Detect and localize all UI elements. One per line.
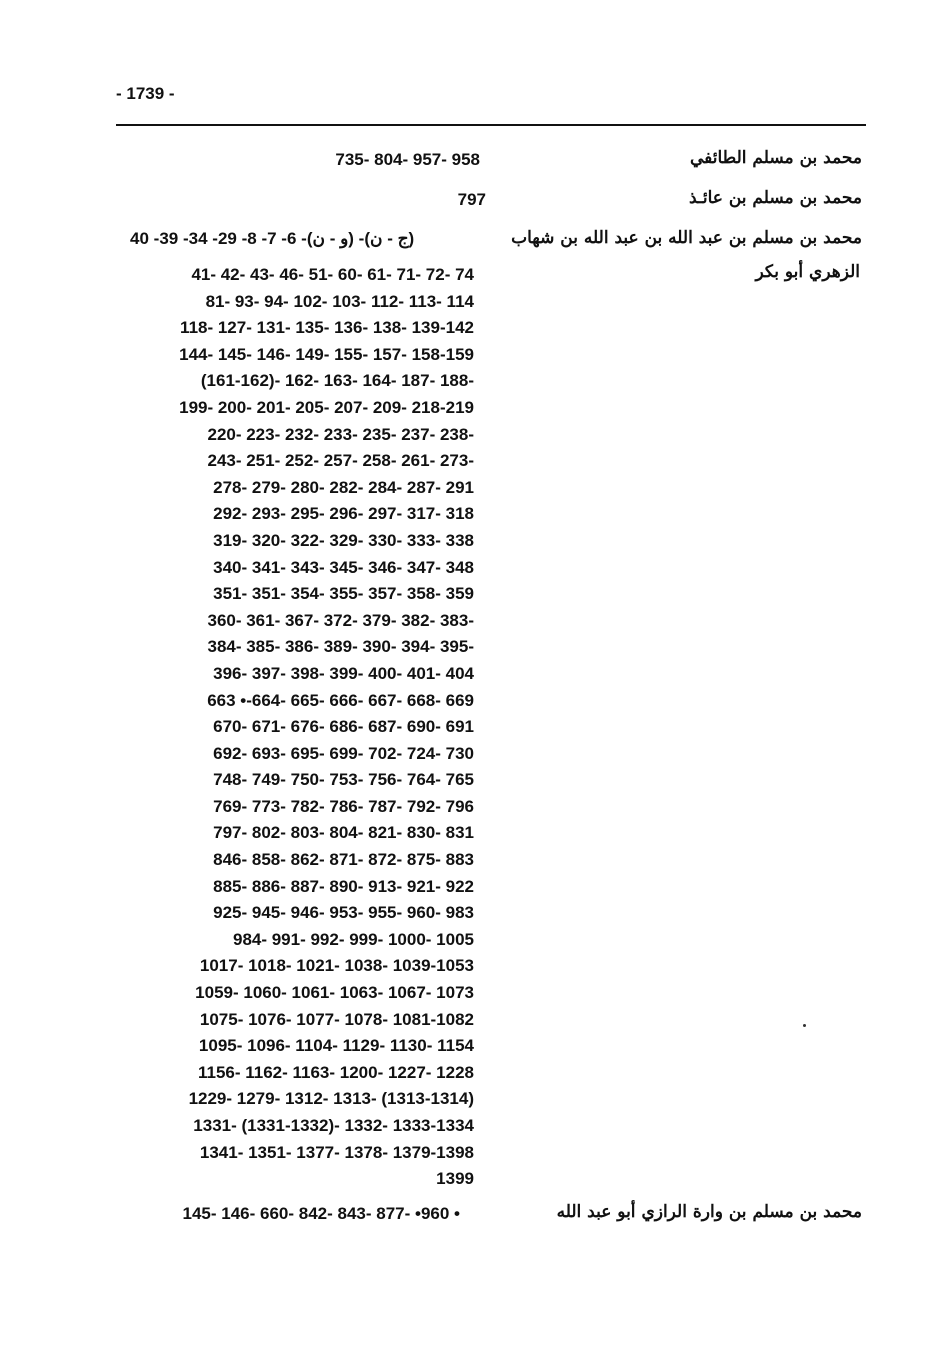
refs-line: 243- 251- 252- 257- 258- 261- 273-: [207, 451, 474, 471]
entry-name: محمد بن مسلم بن عبد الله بن عبد الله بن شهاب: [511, 228, 862, 248]
refs-line: 1399: [436, 1169, 474, 1189]
entry-refs-column: [112, 262, 474, 1193]
refs-line: 199- 200- 201- 205- 207- 209- 218-219: [179, 397, 474, 417]
refs-line: 692- 693- 695- 699- 702- 724- 730: [213, 743, 474, 763]
refs-line: 351- 351- 354- 355- 357- 358- 359: [213, 584, 474, 604]
refs-line: 292- 293- 295- 296- 297- 317- 318: [213, 504, 474, 524]
refs-line: 1229- 1279- 1312- 1313- (1313-1314): [188, 1089, 474, 1109]
refs-line: 925- 945- 946- 953- 955- 960- 983: [213, 903, 474, 923]
refs-line: 41- 42- 43- 46- 51- 60- 61- 71- 72- 74: [191, 265, 474, 284]
refs-line: 319- 320- 322- 329- 330- 333- 338: [213, 530, 474, 550]
refs-line: 144- 145- 146- 149- 155- 157- 158-159: [179, 344, 474, 364]
refs-line: 846- 858- 862- 871- 872- 875- 883: [213, 850, 474, 870]
entry-refs-first-line: (ج - ن)- (و - ن)- 6- 7- 8- 29- 34- 39- 40: [130, 229, 415, 248]
entry-name: محمد بن مسلم بن عائـذ: [688, 188, 862, 208]
refs-line: 1075- 1076- 1077- 1078- 1081-1082: [199, 1009, 474, 1029]
refs-line: 885- 886- 887- 890- 913- 921- 922: [213, 876, 474, 896]
refs-line: 663 •-664- 665- 666- 667- 668- 669: [207, 690, 474, 710]
refs-line: 360- 361- 367- 372- 379- 382- 383-: [207, 610, 474, 630]
refs-line: 118- 127- 131- 135- 136- 138- 139-142: [180, 318, 474, 338]
entry-name: محمد بن مسلم الطائفي: [689, 148, 862, 168]
refs-line: 984- 991- 992- 999- 1000- 1005: [232, 929, 474, 949]
refs-line: 278- 279- 280- 282- 284- 287- 291: [213, 477, 474, 497]
scan-speck: [803, 1024, 806, 1027]
refs-line: 1017- 1018- 1021- 1038- 1039-1053: [199, 956, 474, 976]
refs-line: 1059- 1060- 1061- 1063- 1067- 1073: [195, 983, 474, 1003]
refs-line: 340- 341- 343- 345- 346- 347- 348: [213, 557, 474, 577]
entry-refs: 145- 146- 660- 842- 843- 877- •960 •: [182, 1204, 460, 1223]
entry-name-continued: الزهري أبو بكر: [755, 262, 860, 282]
refs-line: 396- 397- 398- 399- 400- 401- 404: [213, 663, 474, 683]
refs-line: 748- 749- 750- 753- 756- 764- 765: [213, 770, 474, 790]
refs-line: 220- 223- 232- 233- 235- 237- 238-: [207, 424, 474, 444]
entry-name: محمد بن مسلم بن وارة الرازي أبو عبد الله: [556, 1202, 862, 1222]
page-number: - 1739 -: [116, 84, 175, 103]
refs-line: 670- 671- 676- 686- 687- 690- 691: [213, 717, 474, 737]
refs-line: 1095- 1096- 1104- 1129- 1130- 1154: [198, 1036, 474, 1056]
entry-refs: 735- 804- 957- 958: [335, 150, 480, 169]
refs-line: (161-162)- 162- 163- 164- 187- 188-: [200, 371, 474, 391]
header-rule: [116, 124, 866, 126]
refs-line: 1341- 1351- 1377- 1378- 1379-1398: [199, 1142, 474, 1162]
refs-line: 1331- (1331-1332)- 1332- 1333-1334: [193, 1116, 474, 1135]
refs-line: 81- 93- 94- 102- 103- 112- 113- 114: [205, 291, 474, 311]
entry-refs: 797: [457, 190, 486, 209]
refs-line: 384- 385- 386- 389- 390- 394- 395-: [207, 637, 474, 657]
refs-line: 1156- 1162- 1163- 1200- 1227- 1228: [197, 1062, 474, 1082]
refs-line: 769- 773- 782- 786- 787- 792- 796: [213, 796, 474, 816]
refs-line: 797- 802- 803- 804- 821- 830- 831: [213, 823, 474, 843]
